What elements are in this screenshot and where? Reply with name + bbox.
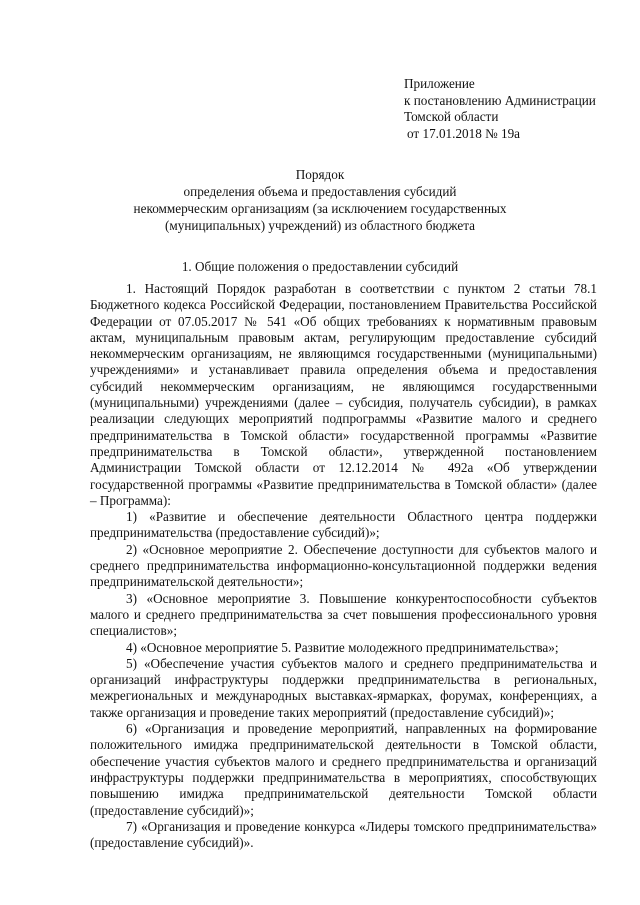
- document-title: [0, 166, 640, 234]
- list-item-1: 1) «Развитие и обеспечение деятельности Областного центра поддержки предпринимательства (предоставление субсидий)»;: [90, 509, 597, 541]
- list-item-6: 6) «Организация и проведение мероприятий, направленных на формирование положительного имиджа предпринимательской деятельности в Томской области, обеспечение участия субъектов малого и среднего предпринимательства и организаций инфраструктуры поддержки предпринимательства в мероприятиях, способствующих повышению имиджа предпринимательской деятельности Томской области (предоставление субсидий)»;: [90, 721, 597, 818]
- list-item-3: 3) «Основное мероприятие 3. Повышение конкурентоспособности субъектов малого и среднего предпринимательства за счет повышения профессионального уровня специалистов»;: [90, 590, 597, 639]
- list-item-7: 7) «Организация и проведение конкурса «Лидеры томского предпринимательства» (предоставление субсидий)».: [90, 818, 597, 851]
- list-item-4: 4) «Основное мероприятие 5. Развитие молодежного предпринимательства»;: [126, 639, 559, 655]
- appendix-region: Томской области: [404, 109, 499, 124]
- list-item-2: 2) «Основное мероприятие 2. Обеспечение доступности для субъектов малого и среднего предпринимательства информационно-консультационной поддержки ведения предпринимательской деятельности»;: [90, 541, 597, 590]
- title-line-1: Порядок: [295, 167, 345, 182]
- title-line-3: некоммерческим организациям (за исключением государственных: [133, 201, 507, 216]
- paragraph-intro: 1. Настоящий Порядок разработан в соответствии с пунктом 2 статьи 78.1 Бюджетного кодекса Российской Федерации, постановлением Правительства Российской Федерации от 07.05.2017 № 541 «Об общих требованиях к нормативным правовым актам, муниципальным правовым актам, регулирующим предоставление субсидий некоммерческим организациям, не являющимся государственными (муниципальными) учреждениями» и устанавливает правила определения объема и предоставления субсидий некоммерческим организациям, не являющимся государственными (муниципальными) учреждениями (далее – субсидия, получатель субсидии), в рамках реализации следующих мероприятий подпрограммы «Развитие малого и среднего предпринимательства в Томской области» государственной программы «Развитие предпринимательства в Томской области», утвержденной постановлением Администрации Томской области от 12.12.2014 № 492а «Об утверждении государственной программы «Развитие предпринимательства в Томской области» (далее – Программа):: [90, 281, 597, 508]
- list-item-5: 5) «Обеспечение участия субъектов малого и среднего предпринимательства и организаций инфраструктуры поддержки предпринимательства в региональных, межрегиональных и международных выставках-ярмарках, форумах, конференциях, а также организация и проведение таких мероприятий (предоставление субсидий)»;: [90, 655, 597, 720]
- appendix-resolution-ref: к постановлению Администрации: [404, 92, 596, 108]
- body-text: [90, 281, 597, 851]
- section-heading: 1. Общие положения о предоставлении субсидий: [181, 259, 459, 274]
- appendix-title: Приложение: [404, 76, 475, 91]
- appendix-date-number: от 17.01.2018 № 19а: [407, 125, 521, 141]
- appendix-block: [404, 76, 634, 142]
- title-line-2: определения объема и предоставления субсидий: [183, 184, 457, 199]
- title-line-4: (муниципальных) учреждений) из областного бюджета: [165, 218, 475, 233]
